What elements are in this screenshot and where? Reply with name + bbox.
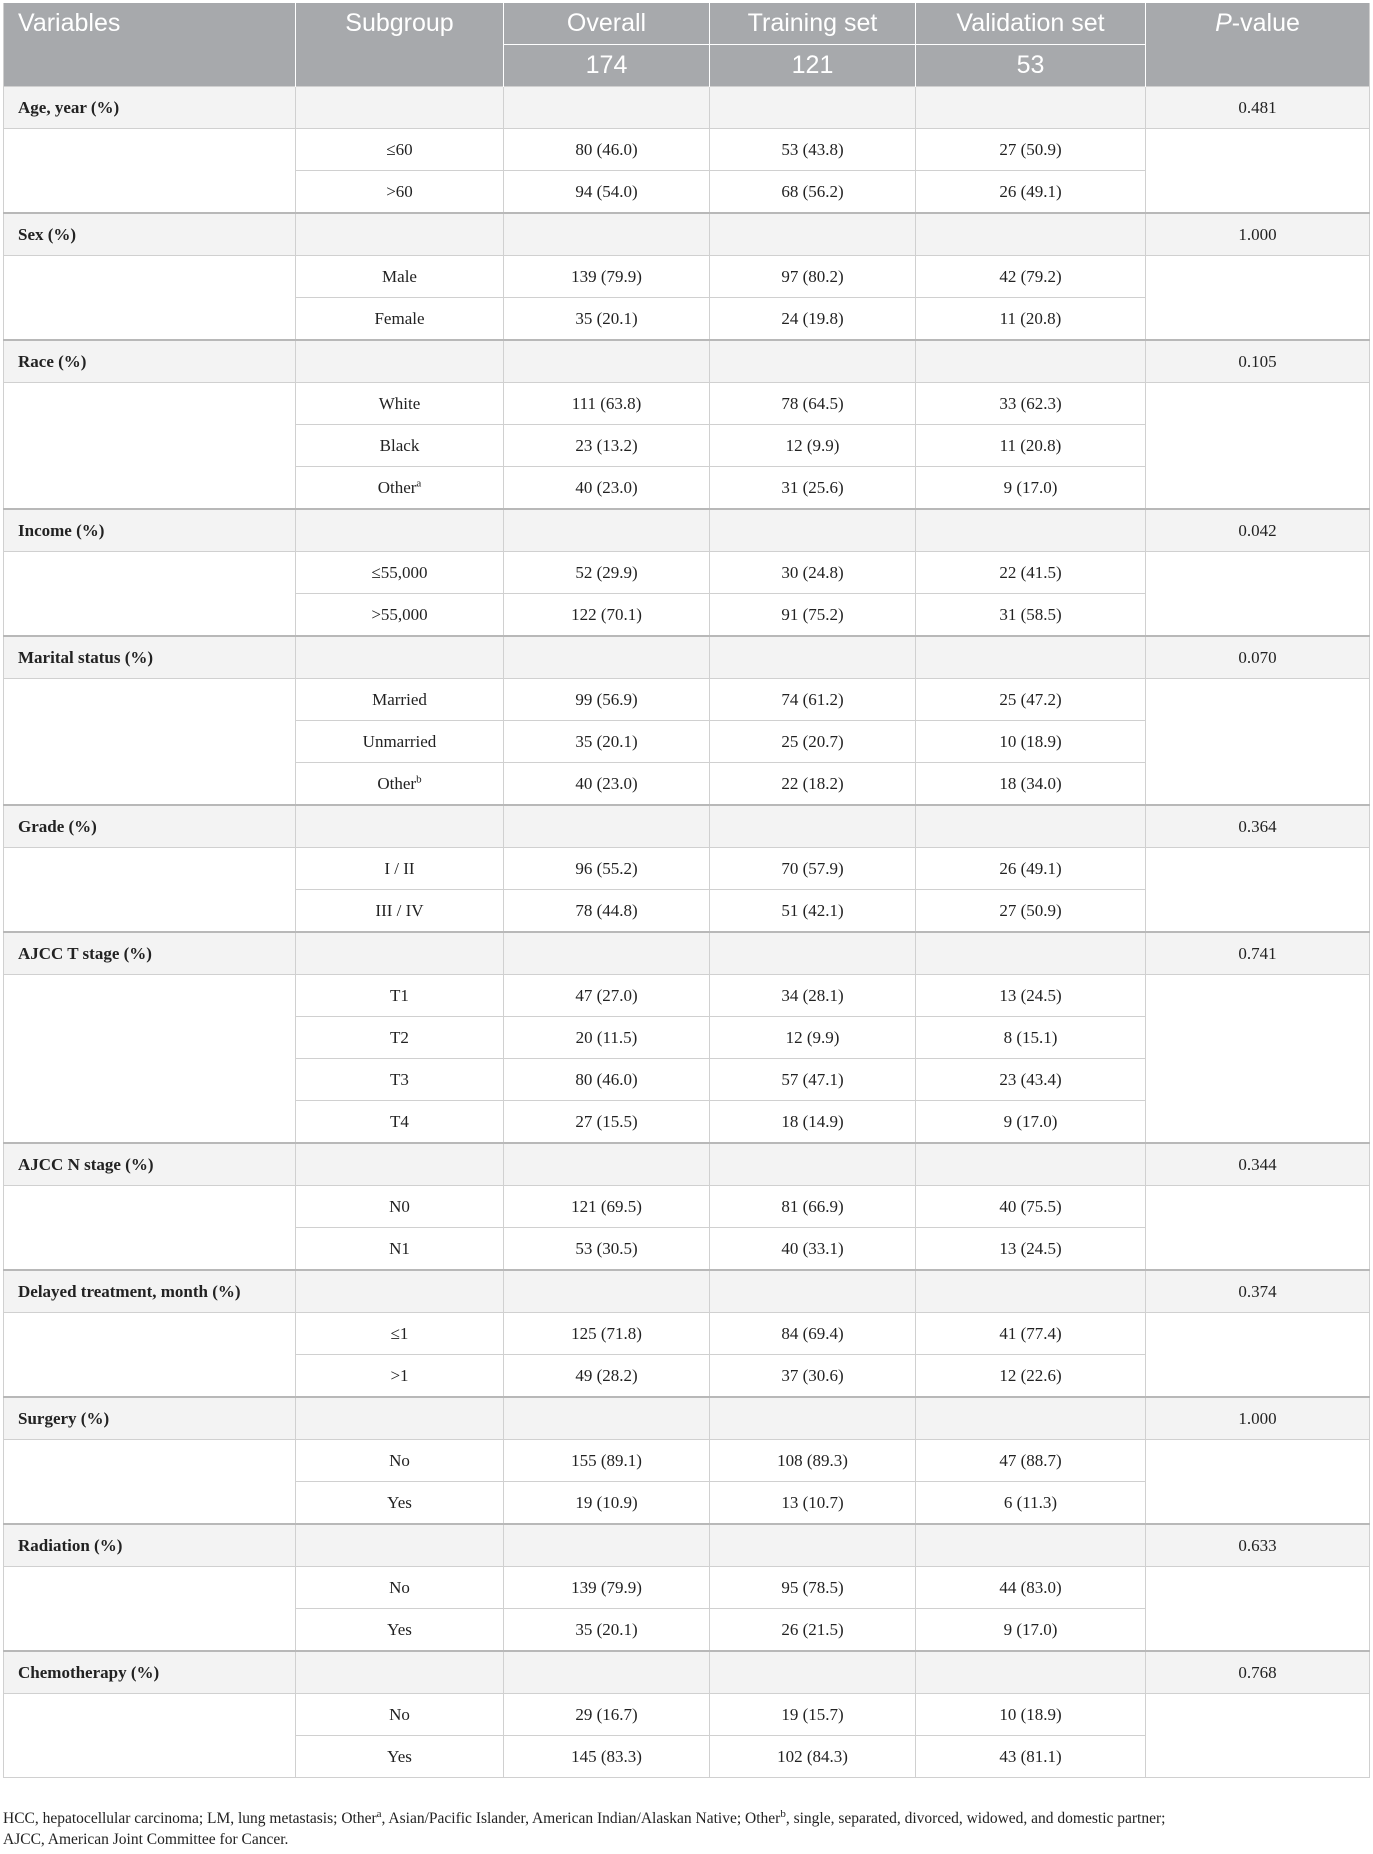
training-cell: 25 (20.7) xyxy=(710,721,916,763)
variable-label: Grade (%) xyxy=(4,805,296,848)
variable-label: Surgery (%) xyxy=(4,1397,296,1440)
validation-cell: 11 (20.8) xyxy=(916,425,1146,467)
header-overall-n: 174 xyxy=(504,45,710,87)
subgroup-cell: White xyxy=(296,383,504,425)
variable-label: AJCC N stage (%) xyxy=(4,1143,296,1186)
training-cell: 81 (66.9) xyxy=(710,1186,916,1228)
variable-label: Age, year (%) xyxy=(4,87,296,129)
subgroup-cell: Yes xyxy=(296,1609,504,1652)
training-cell: 68 (56.2) xyxy=(710,171,916,214)
header-subgroup: Subgroup xyxy=(296,3,504,87)
overall-cell: 49 (28.2) xyxy=(504,1355,710,1398)
training-cell: 37 (30.6) xyxy=(710,1355,916,1398)
subgroup-cell: Female xyxy=(296,298,504,341)
p-value: 0.741 xyxy=(1146,932,1370,975)
training-cell: 97 (80.2) xyxy=(710,256,916,298)
training-cell: 78 (64.5) xyxy=(710,383,916,425)
training-cell: 51 (42.1) xyxy=(710,890,916,933)
footnote-marker: a xyxy=(416,476,422,489)
validation-cell: 33 (62.3) xyxy=(916,383,1146,425)
table-row xyxy=(4,975,1370,1017)
overall-cell: 35 (20.1) xyxy=(504,721,710,763)
training-cell: 91 (75.2) xyxy=(710,594,916,637)
validation-cell: 26 (49.1) xyxy=(916,171,1146,214)
overall-cell: 47 (27.0) xyxy=(504,975,710,1017)
subgroup-cell: >60 xyxy=(296,171,504,214)
overall-cell: 78 (44.8) xyxy=(504,890,710,933)
training-cell: 31 (25.6) xyxy=(710,467,916,510)
variable-label: Sex (%) xyxy=(4,213,296,256)
overall-cell: 139 (79.9) xyxy=(504,256,710,298)
subgroup-cell: Unmarried xyxy=(296,721,504,763)
header-p-value: P-value xyxy=(1146,3,1370,87)
table-row xyxy=(4,256,1370,298)
table-row xyxy=(4,1440,1370,1482)
p-value: 0.481 xyxy=(1146,87,1370,129)
overall-cell: 19 (10.9) xyxy=(504,1482,710,1525)
subgroup-cell: Yes xyxy=(296,1482,504,1525)
table-row xyxy=(4,383,1370,425)
training-cell: 57 (47.1) xyxy=(710,1059,916,1101)
subgroup-cell: Other$^b$ xyxy=(296,763,504,806)
overall-cell: 145 (83.3) xyxy=(504,1736,710,1778)
overall-cell: 125 (71.8) xyxy=(504,1313,710,1355)
subgroup-cell: Other$^a$ xyxy=(296,467,504,510)
validation-cell: 22 (41.5) xyxy=(916,552,1146,594)
training-cell: 70 (57.9) xyxy=(710,848,916,890)
validation-cell: 13 (24.5) xyxy=(916,1228,1146,1271)
overall-cell: 155 (89.1) xyxy=(504,1440,710,1482)
p-value: 0.042 xyxy=(1146,509,1370,552)
training-cell: 13 (10.7) xyxy=(710,1482,916,1525)
training-cell: 30 (24.8) xyxy=(710,552,916,594)
validation-cell: 31 (58.5) xyxy=(916,594,1146,637)
validation-cell: 13 (24.5) xyxy=(916,975,1146,1017)
overall-cell: 111 (63.8) xyxy=(504,383,710,425)
overall-cell: 94 (54.0) xyxy=(504,171,710,214)
overall-cell: 96 (55.2) xyxy=(504,848,710,890)
header-validation: Validation set xyxy=(916,3,1146,45)
table-row xyxy=(4,679,1370,721)
subgroup-cell: >55,000 xyxy=(296,594,504,637)
table-row xyxy=(4,552,1370,594)
validation-cell: 47 (88.7) xyxy=(916,1440,1146,1482)
table-row xyxy=(4,1313,1370,1355)
training-cell: 108 (89.3) xyxy=(710,1440,916,1482)
training-cell: 19 (15.7) xyxy=(710,1694,916,1736)
training-cell: 53 (43.8) xyxy=(710,129,916,171)
p-value: 1.000 xyxy=(1146,213,1370,256)
header-training: Training set xyxy=(710,3,916,45)
overall-cell: 29 (16.7) xyxy=(504,1694,710,1736)
overall-cell: 80 (46.0) xyxy=(504,1059,710,1101)
table-row xyxy=(4,848,1370,890)
group-row-radiation xyxy=(4,1524,1370,1567)
header-overall: Overall xyxy=(504,3,710,45)
p-value: 0.364 xyxy=(1146,805,1370,848)
validation-cell: 9 (17.0) xyxy=(916,1609,1146,1652)
subgroup-cell: Married xyxy=(296,679,504,721)
subgroup-cell: T1 xyxy=(296,975,504,1017)
training-cell: 74 (61.2) xyxy=(710,679,916,721)
training-cell: 102 (84.3) xyxy=(710,1736,916,1778)
subgroup-cell: Male xyxy=(296,256,504,298)
group-row-chemotherapy xyxy=(4,1651,1370,1694)
group-row-age xyxy=(4,87,1370,129)
overall-cell: 121 (69.5) xyxy=(504,1186,710,1228)
group-row-race xyxy=(4,340,1370,383)
subgroup-cell: No xyxy=(296,1440,504,1482)
p-value: 0.768 xyxy=(1146,1651,1370,1694)
training-cell: 40 (33.1) xyxy=(710,1228,916,1271)
header-validation-n: 53 xyxy=(916,45,1146,87)
training-cell: 24 (19.8) xyxy=(710,298,916,341)
overall-cell: 139 (79.9) xyxy=(504,1567,710,1609)
table-header xyxy=(4,3,1370,87)
subgroup-cell: >1 xyxy=(296,1355,504,1398)
training-cell: 26 (21.5) xyxy=(710,1609,916,1652)
group-row-sex xyxy=(4,213,1370,256)
group-row-income xyxy=(4,509,1370,552)
validation-cell: 43 (81.1) xyxy=(916,1736,1146,1778)
p-value: 0.105 xyxy=(1146,340,1370,383)
group-row-marital-status xyxy=(4,636,1370,679)
subgroup-cell: No xyxy=(296,1694,504,1736)
validation-cell: 23 (43.4) xyxy=(916,1059,1146,1101)
overall-cell: 35 (20.1) xyxy=(504,298,710,341)
validation-cell: 44 (83.0) xyxy=(916,1567,1146,1609)
validation-cell: 9 (17.0) xyxy=(916,1101,1146,1144)
validation-cell: 40 (75.5) xyxy=(916,1186,1146,1228)
table-row xyxy=(4,129,1370,171)
baseline-characteristics-table xyxy=(3,3,1370,1778)
header-training-n: 121 xyxy=(710,45,916,87)
overall-cell: 23 (13.2) xyxy=(504,425,710,467)
validation-cell: 10 (18.9) xyxy=(916,1694,1146,1736)
subgroup-cell: Black xyxy=(296,425,504,467)
validation-cell: 11 (20.8) xyxy=(916,298,1146,341)
p-value: 0.374 xyxy=(1146,1270,1370,1313)
overall-cell: 40 (23.0) xyxy=(504,467,710,510)
training-cell: 95 (78.5) xyxy=(710,1567,916,1609)
overall-cell: 35 (20.1) xyxy=(504,1609,710,1652)
validation-cell: 41 (77.4) xyxy=(916,1313,1146,1355)
p-value: 1.000 xyxy=(1146,1397,1370,1440)
p-value: 0.633 xyxy=(1146,1524,1370,1567)
validation-cell: 12 (22.6) xyxy=(916,1355,1146,1398)
footnote-marker: b xyxy=(416,772,422,785)
group-row-grade xyxy=(4,805,1370,848)
overall-cell: 80 (46.0) xyxy=(504,129,710,171)
subgroup-cell: Yes xyxy=(296,1736,504,1778)
validation-cell: 10 (18.9) xyxy=(916,721,1146,763)
training-cell: 84 (69.4) xyxy=(710,1313,916,1355)
subgroup-cell: No xyxy=(296,1567,504,1609)
table-body xyxy=(4,87,1370,1778)
validation-cell: 9 (17.0) xyxy=(916,467,1146,510)
validation-cell: 27 (50.9) xyxy=(916,890,1146,933)
training-cell: 12 (9.9) xyxy=(710,1017,916,1059)
training-cell: 22 (18.2) xyxy=(710,763,916,806)
table-row xyxy=(4,1186,1370,1228)
validation-cell: 27 (50.9) xyxy=(916,129,1146,171)
overall-cell: 27 (15.5) xyxy=(504,1101,710,1144)
variable-label: Chemotherapy (%) xyxy=(4,1651,296,1694)
p-value: 0.344 xyxy=(1146,1143,1370,1186)
validation-cell: 42 (79.2) xyxy=(916,256,1146,298)
variable-label: AJCC T stage (%) xyxy=(4,932,296,975)
overall-cell: 20 (11.5) xyxy=(504,1017,710,1059)
subgroup-cell: I / II xyxy=(296,848,504,890)
overall-cell: 53 (30.5) xyxy=(504,1228,710,1271)
training-cell: 34 (28.1) xyxy=(710,975,916,1017)
subgroup-cell: N1 xyxy=(296,1228,504,1271)
validation-cell: 26 (49.1) xyxy=(916,848,1146,890)
subgroup-cell: T2 xyxy=(296,1017,504,1059)
overall-cell: 122 (70.1) xyxy=(504,594,710,637)
overall-cell: 99 (56.9) xyxy=(504,679,710,721)
table-footnote: HCC, hepatocellular carcinoma; LM, lung metastasis; Other$^a$, Asian/Pacific Islander, American Indian/Alaskan Native; Other$^b$, single, separated, divorced, widowed, and domestic partner; AJCC, American Joint Committee for Cancer. xyxy=(3,1807,1166,1848)
validation-cell: 18 (34.0) xyxy=(916,763,1146,806)
variable-label: Income (%) xyxy=(4,509,296,552)
subgroup-cell: T4 xyxy=(296,1101,504,1144)
subgroup-cell: T3 xyxy=(296,1059,504,1101)
variable-label: Race (%) xyxy=(4,340,296,383)
overall-cell: 40 (23.0) xyxy=(504,763,710,806)
subgroup-cell: III / IV xyxy=(296,890,504,933)
group-row-delayed-treatment xyxy=(4,1270,1370,1313)
subgroup-cell: ≤1 xyxy=(296,1313,504,1355)
training-cell: 18 (14.9) xyxy=(710,1101,916,1144)
subgroup-cell: ≤55,000 xyxy=(296,552,504,594)
variable-label: Delayed treatment, month (%) xyxy=(4,1270,296,1313)
table-row xyxy=(4,1694,1370,1736)
subgroup-cell: ≤60 xyxy=(296,129,504,171)
table-row xyxy=(4,1567,1370,1609)
overall-cell: 52 (29.9) xyxy=(504,552,710,594)
group-row-ajcc-t-stage xyxy=(4,932,1370,975)
variable-label: Radiation (%) xyxy=(4,1524,296,1567)
header-variables: Variables xyxy=(4,3,296,87)
subgroup-cell: N0 xyxy=(296,1186,504,1228)
validation-cell: 25 (47.2) xyxy=(916,679,1146,721)
variable-label: Marital status (%) xyxy=(4,636,296,679)
group-row-surgery xyxy=(4,1397,1370,1440)
training-cell: 12 (9.9) xyxy=(710,425,916,467)
validation-cell: 8 (15.1) xyxy=(916,1017,1146,1059)
validation-cell: 6 (11.3) xyxy=(916,1482,1146,1525)
group-row-ajcc-n-stage xyxy=(4,1143,1370,1186)
p-value: 0.070 xyxy=(1146,636,1370,679)
